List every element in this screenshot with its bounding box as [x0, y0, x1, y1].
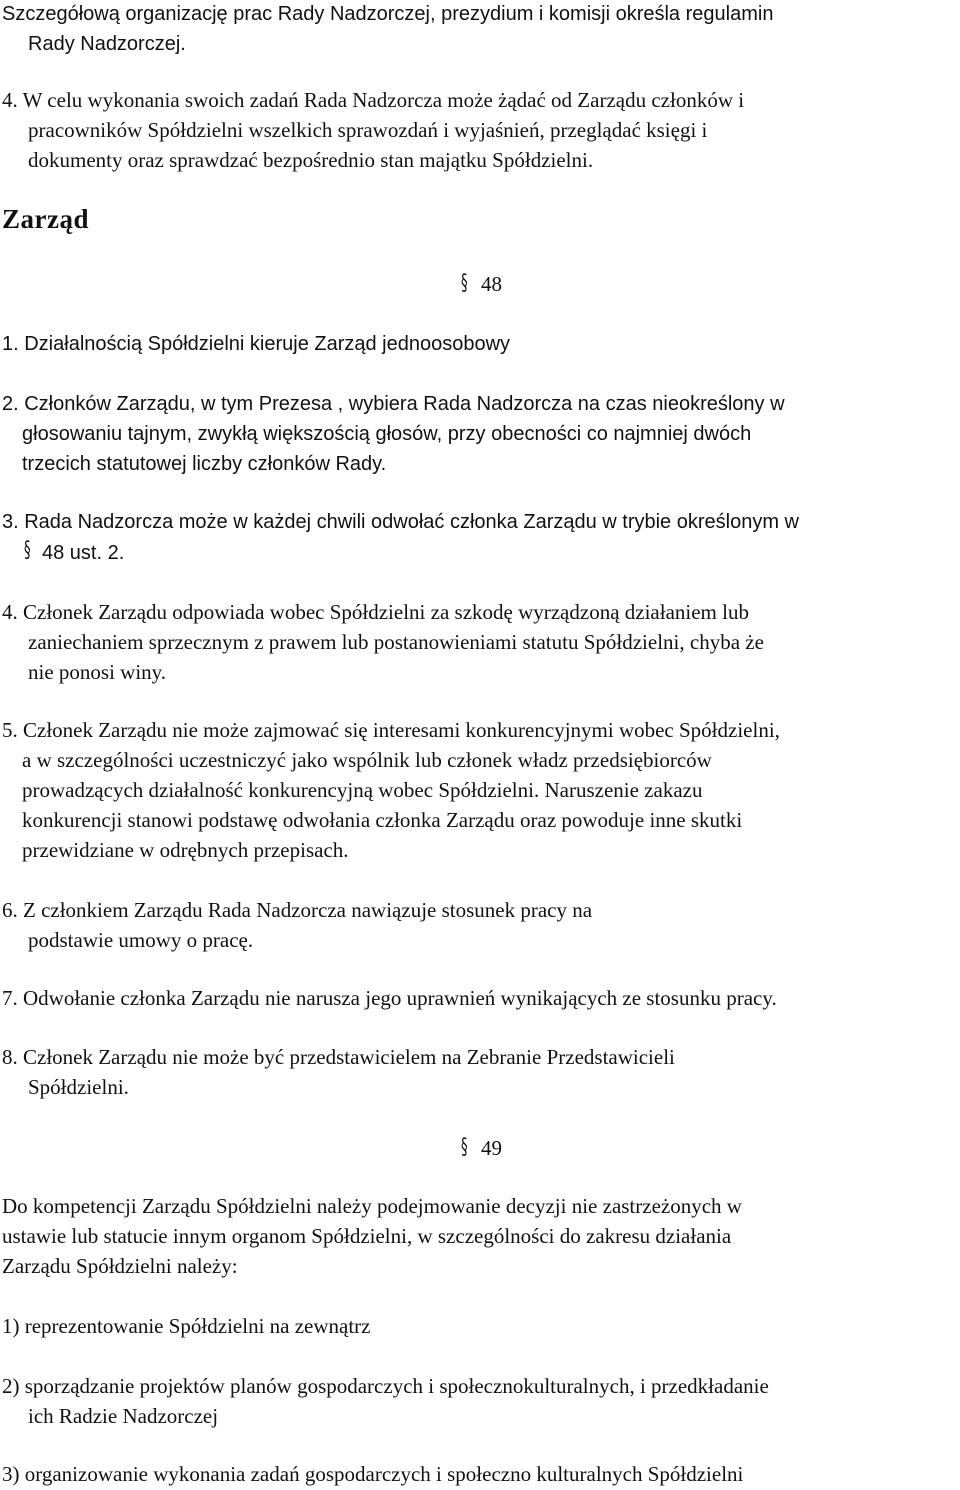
- paragraph-4-line: pracowników Spółdzielni wszelkich sprawozdań i wyjaśnień, przeglądać księgi i: [28, 118, 708, 142]
- paragraph-2-line: trzecich statutowej liczby członków Rady.: [22, 453, 387, 475]
- intro-line: Szczegółową organizację prac Rady Nadzorczej, prezydium i komisji określa regulamin: [2, 3, 774, 25]
- paragraph-2-line: 2. Członków Zarządu, w tym Prezesa , wybiera Rada Nadzorcza na czas nieokreślony w: [2, 393, 785, 415]
- competence-item-line: 2) sporządzanie projektów planów gospodarczych i społecznokulturalnych, i przedkładanie: [2, 1374, 769, 1398]
- paragraph-4-line: zaniechaniem sprzecznym z prawem lub postanowieniami statutu Spółdzielni, chyba że: [28, 630, 764, 654]
- intro-line: Rady Nadzorczej.: [28, 33, 186, 55]
- section-49-marker: [461, 1137, 521, 1177]
- paragraph-8-line: Spółdzielni.: [28, 1075, 129, 1099]
- competence-intro-line: Zarządu Spółdzielni należy:: [2, 1254, 238, 1278]
- section-reference: 48 ust. 2.: [42, 542, 125, 564]
- paragraph-5-line: prowadzących działalność konkurencyjną wobec Spółdzielni. Naruszenie zakazu: [22, 778, 703, 802]
- paragraph-4-line: dokumenty oraz sprawdzać bezpośrednio stan majątku Spółdzielni.: [28, 148, 594, 172]
- paragraph-4-line: 4. Członek Zarządu odpowiada wobec Spółdzielni za szkodę wyrządzoną działaniem lub: [2, 600, 749, 624]
- paragraph-7: 7. Odwołanie członka Zarządu nie narusza jego uprawnień wynikających ze stosunku pracy.: [2, 986, 777, 1010]
- paragraph-5-line: konkurencji stanowi podstawę odwołania członka Zarządu oraz powoduje inne skutki: [22, 808, 743, 832]
- competence-intro-line: Do kompetencji Zarządu Spółdzielni należy podejmowanie decyzji nie zastrzeżonych w: [2, 1194, 742, 1218]
- competence-item-line: ich Radzie Nadzorczej: [28, 1404, 219, 1428]
- section-sign-icon: §: [461, 271, 468, 296]
- section-heading: Zarząd: [2, 204, 89, 234]
- paragraph-8-line: 8. Członek Zarządu nie może być przedstawicielem na Zebranie Przedstawicieli: [2, 1045, 675, 1069]
- paragraph-5-line: 5. Członek Zarządu nie może zajmować się interesami konkurencyjnymi wobec Spółdzielni,: [2, 718, 780, 742]
- paragraph-1: 1. Działalnością Spółdzielni kieruje Zarząd jednoosobowy: [2, 333, 511, 355]
- section-sign-icon: §: [24, 538, 31, 563]
- paragraph-4-line: nie ponosi winy.: [28, 660, 167, 684]
- competence-intro-line: ustawie lub statucie innym organom Spółdzielni, w szczególności do zakresu działania: [2, 1224, 732, 1248]
- paragraph-2-line: głosowaniu tajnym, zwykłą większością głosów, przy obecności co najmniej dwóch: [22, 423, 752, 445]
- paragraph-3-line: 3. Rada Nadzorcza może w każdej chwili odwołać członka Zarządu w trybie określonym w: [2, 511, 799, 533]
- paragraph-6-line: podstawie umowy o pracę.: [28, 928, 254, 952]
- section-48-marker: [461, 273, 521, 313]
- competence-item: 1) reprezentowanie Spółdzielni na zewnątrz: [2, 1314, 371, 1338]
- paragraph-5-line: a w szczególności uczestniczyć jako wspólnik lub członek władz przedsiębiorców: [22, 748, 712, 772]
- competence-item: 3) organizowanie wykonania zadań gospodarczych i społeczno kulturalnych Spółdzielni: [2, 1462, 744, 1486]
- paragraph-5-line: przewidziane w odrębnych przepisach.: [22, 838, 349, 862]
- paragraph-6-line: 6. Z członkiem Zarządu Rada Nadzorcza nawiązuje stosunek pracy na: [2, 898, 593, 922]
- section-sign-icon: §: [461, 1135, 468, 1160]
- section-number: 49: [481, 1136, 502, 1160]
- section-number: 48: [481, 272, 502, 296]
- paragraph-4-line: 4. W celu wykonania swoich zadań Rada Nadzorcza może żądać od Zarządu członków i: [2, 88, 745, 112]
